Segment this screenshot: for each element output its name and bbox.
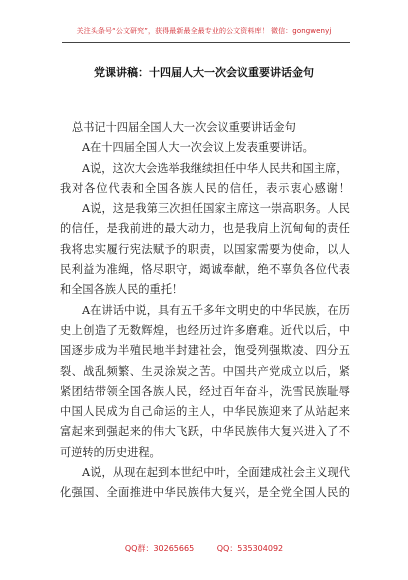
header-divider <box>62 42 350 43</box>
paragraph-line: 的信任，是我前进的最大动力，也是我肩上沉甸甸的责任 <box>60 222 350 236</box>
paragraph-line: 史上创造了无数辉煌，也经历过许多磨难。近代以后，中 <box>60 323 350 337</box>
paragraph-line: 富起来到强起来的伟大飞跃，中华民族伟大复兴进入了不 <box>60 425 350 439</box>
paragraph-line: A说，这次大会选举我继续担任中华人民共和国主席， <box>82 161 348 175</box>
paragraph-line: 裂、战乱频繁、生灵涂炭之苦。中国共产党成立以后，紧 <box>60 364 350 378</box>
page-footer <box>0 543 408 554</box>
paragraph-line: 我将忠实履行宪法赋予的职责，以国家需要为使命，以人 <box>60 242 350 256</box>
paragraph-line: 总书记十四届全国人大一次会议重要讲话金句 <box>72 121 296 134</box>
paragraph-line: 我对各位代表和全国各族人民的信任，表示衷心感谢！ <box>60 181 350 195</box>
paragraph-line: A在讲话中说，具有五千多年文明史的中华民族，在历 <box>82 303 350 317</box>
paragraph-line: A说，这是我第三次担任国家主席这一崇高职务。人民 <box>82 202 350 216</box>
paragraph-line: 化强国、全面推进中华民族伟大复兴，是全党全国人民的 <box>60 486 350 500</box>
paragraph-line: 紧团结带领全国各族人民，经过百年奋斗，洗雪民族耻辱 <box>60 384 350 398</box>
footer-qq-number: QQ：535304092 <box>216 544 284 553</box>
page-header-promo: 关注头条号“公文研究”，获得最新最全最专业的公文资料库！ 微信：gongwenyj <box>76 27 332 35</box>
paragraph-line: 民利益为准绳，恪尽职守，竭诚奉献，绝不辜负各位代表 <box>60 263 350 277</box>
document-title: 党课讲稿：十四届人大一次会议重要讲话金句 <box>94 66 314 79</box>
paragraph-line: 中国人民成为自己命运的主人，中华民族迎来了从站起来 <box>60 405 350 419</box>
paragraph-line: 和全国各族人民的重托！ <box>60 283 184 297</box>
paragraph-line: 可逆转的历史进程。 <box>60 445 161 459</box>
document-body <box>60 118 350 504</box>
paragraph-line: A说，从现在起到本世纪中叶，全面建成社会主义现代 <box>82 466 350 480</box>
paragraph-line: 国逐步成为半殖民地半封建社会，饱受列强欺凌、四分五 <box>60 344 350 358</box>
footer-qq-group: QQ群：30265665 <box>124 544 195 553</box>
paragraph-line: A在十四届全国人大一次会议上发表重要讲话。 <box>82 141 314 155</box>
